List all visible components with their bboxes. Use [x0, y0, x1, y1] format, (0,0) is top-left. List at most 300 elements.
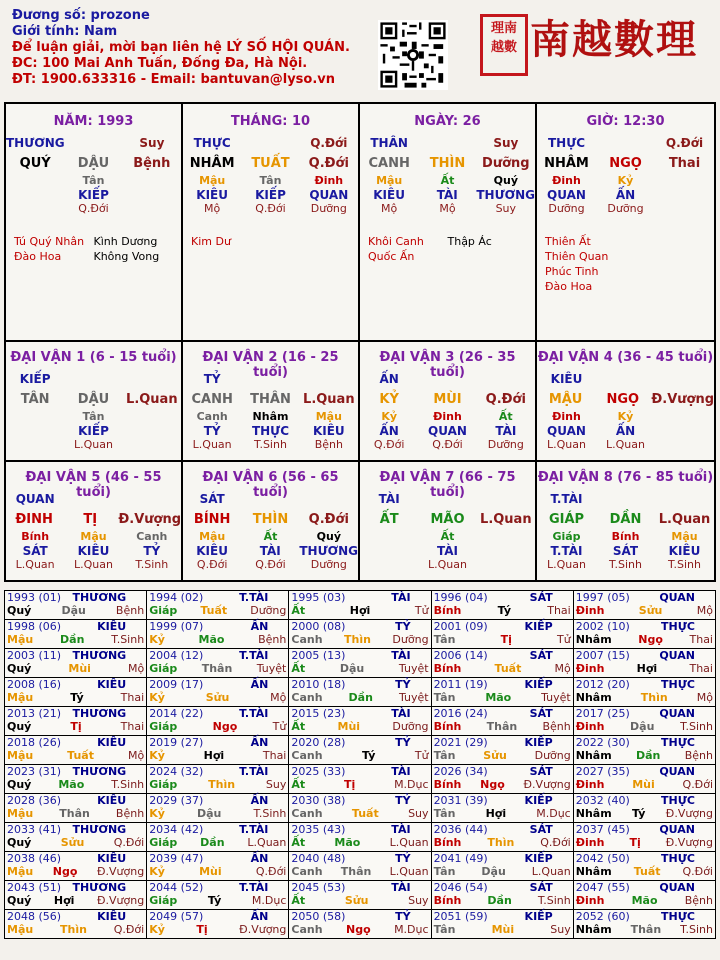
dai-van-stem-branch-row-item: TÂN [20, 392, 50, 407]
year-branch: Tuất [67, 749, 94, 762]
pillar-god-row [183, 136, 358, 152]
year-stem: Giáp [149, 662, 178, 675]
year-phase: Mộ [696, 691, 713, 704]
dai-van-god-row [6, 372, 181, 388]
year-phase: T.Sinh [111, 778, 145, 791]
hidden-god-row [537, 188, 714, 202]
year-god: T.TÀI [239, 649, 269, 662]
year-label: 2023 (31) [7, 765, 62, 778]
pillar-god-row [537, 136, 714, 152]
dai-van-cell [360, 460, 537, 580]
hidden-stem-row [360, 174, 535, 188]
year-cell [5, 620, 147, 649]
dai-van-title: ĐẠI VẬN 6 (56 - 65 tuổi) [202, 470, 339, 500]
year-cell [431, 823, 573, 852]
dv-hidden-god-row-item: KIÊU [77, 544, 110, 558]
pillar-stem-branch-row [6, 154, 181, 174]
year-stem: Nhâm [575, 691, 612, 704]
year-branch: Mão [198, 633, 225, 646]
hidden-stem-row-item: Tân [259, 174, 282, 187]
dv-hidden-god-row-item: QUAN [547, 424, 586, 438]
dv-hidden-god-row [537, 544, 714, 558]
year-cell [5, 881, 147, 910]
year-label: 2043 (51) [7, 881, 62, 894]
dai-van-title: ĐẠI VẬN 2 (16 - 25 tuổi) [202, 350, 339, 380]
hidden-phase-row [360, 202, 535, 216]
year-label: 2038 (46) [7, 852, 62, 865]
dai-van-stem-branch-row [183, 510, 358, 530]
year-branch: Tý [497, 604, 511, 617]
year-branch: Mùi [491, 923, 515, 936]
year-phase: Bệnh [684, 894, 713, 907]
dv-hidden-stem-row-item: Canh [196, 410, 228, 423]
year-cell [431, 852, 573, 881]
pillar-god-row-item: Q.Đới [310, 136, 348, 150]
dv-hidden-stem-row [537, 410, 714, 424]
owner-line: Đương số: prozone [12, 8, 150, 23]
dai-van-stem-branch-row [537, 390, 714, 410]
pillar-title: GIỜ: 12:30 [586, 114, 665, 129]
dv-hidden-phase-row-item: Dưỡng [310, 558, 347, 571]
year-stem: Mậu [7, 865, 34, 878]
dv-hidden-stem-row-item: Giáp [552, 530, 581, 543]
year-god: KIÊU [97, 678, 127, 691]
year-branch: Tị [629, 836, 641, 849]
dv-hidden-phase-row [183, 558, 358, 572]
dv-hidden-stem-row-item: Mậu [315, 410, 342, 423]
year-phase: Đ.Vượng [96, 865, 145, 878]
year-stem: Nhâm [575, 865, 612, 878]
year-cell [573, 707, 715, 736]
dv-hidden-phase-row-item: L.Quan [547, 438, 586, 451]
dv-hidden-stem-row-item: Mậu [199, 530, 226, 543]
year-cell [573, 765, 715, 794]
year-branch: Thân [59, 807, 90, 820]
year-stem: Tân [433, 691, 456, 704]
year-stem: Canh [291, 923, 323, 936]
star-name: Kình Dương [93, 235, 158, 248]
dv-hidden-phase-row [6, 438, 181, 452]
year-god: THƯƠNG [72, 881, 127, 894]
pillar-god-row-item: Suy [493, 136, 519, 150]
dv-hidden-god-row-item: TÀI [259, 544, 281, 558]
year-row [5, 823, 716, 852]
year-label: 2041 (49) [433, 852, 488, 865]
dv-hidden-god-row-item: THƯƠNG [299, 544, 359, 558]
dv-hidden-god-row-item: T.TÀI [550, 544, 583, 558]
year-phase: Đ.Vượng [665, 807, 713, 820]
year-god: THỰC [661, 736, 695, 749]
dv-hidden-stem-row-item: Đinh [433, 410, 462, 423]
year-cell [147, 881, 289, 910]
year-branch: Hợi [349, 604, 371, 617]
year-god: THƯƠNG [72, 823, 127, 836]
year-stem: Đinh [575, 894, 605, 907]
dv-hidden-god-row-item: TỶ [143, 544, 161, 558]
stars-list [537, 234, 714, 294]
year-branch: Sửu [60, 836, 85, 849]
phone-email-line: ĐT: 1900.633316 - Email: bantuvan@lyso.vn [12, 72, 336, 87]
year-cell [431, 678, 573, 707]
year-row [5, 707, 716, 736]
year-phase: T.Sinh [111, 633, 145, 646]
year-phase: L.Quan [531, 865, 571, 878]
year-branch: Sửu [483, 749, 507, 762]
year-god: T.TÀI [239, 765, 269, 778]
year-label: 2026 (34) [433, 765, 488, 778]
year-cell [5, 823, 147, 852]
hidden-stem-row-item: Kỷ [617, 174, 634, 187]
dv-hidden-stem-row-item: Kỷ [381, 410, 398, 423]
year-cell [147, 678, 289, 707]
dai-van-stem-branch-row-item: ĐINH [15, 512, 53, 527]
year-branch: Dậu [196, 807, 222, 820]
dai-van-god: KIÊU [550, 372, 583, 386]
year-cell [573, 678, 715, 707]
year-label: 2001 (09) [433, 620, 488, 633]
hidden-phase-row-item: Q.Đới [78, 202, 109, 215]
year-phase: Thai [120, 691, 145, 704]
year-god: SÁT [529, 823, 553, 836]
year-god: KIẾP [524, 620, 553, 633]
year-stem: Canh [291, 807, 323, 820]
year-god: SÁT [529, 649, 553, 662]
year-god: ẤN [250, 620, 269, 633]
year-row [5, 852, 716, 881]
year-label: 2031 (39) [433, 794, 488, 807]
year-branch: Tý [70, 691, 84, 704]
dv-hidden-stem-row-item: Nhâm [252, 410, 289, 423]
dai-van-god-row [183, 372, 358, 388]
dai-van-god: KIẾP [19, 372, 51, 386]
hidden-stem-row [537, 174, 714, 188]
dv-hidden-stem-row [537, 530, 714, 544]
dv-hidden-god-row [183, 424, 358, 438]
year-god: TÀI [391, 707, 411, 720]
dai-van-stem-branch-row-item: Q.Đới [308, 512, 349, 527]
dv-hidden-stem-row [6, 530, 181, 544]
year-stem: Tân [433, 807, 456, 820]
dv-hidden-phase-row [183, 438, 358, 452]
year-god: KIẾP [524, 794, 553, 807]
star-name: Thiên Quan [545, 250, 609, 263]
dai-van-stem-branch-row-item: MẬU [548, 392, 583, 407]
year-cell [573, 910, 715, 939]
year-god: THƯƠNG [72, 649, 127, 662]
year-stem: Kỷ [149, 865, 165, 878]
dv-hidden-phase-row-item: T.Sinh [254, 438, 287, 451]
gender-line: Giới tính: Nam [12, 24, 118, 39]
dai-van-title: ĐẠI VẬN 4 (36 - 45 tuổi) [537, 350, 714, 365]
year-branch: Dậu [61, 604, 86, 617]
year-stem: Mậu [7, 691, 34, 704]
dai-van-cell [6, 460, 183, 580]
year-cell [573, 881, 715, 910]
year-cell [147, 736, 289, 765]
dv-hidden-phase-row [6, 558, 181, 572]
year-stem: Bính [433, 662, 462, 675]
year-phase: Suy [408, 894, 429, 907]
year-stem: Nhâm [575, 923, 612, 936]
year-label: 2025 (33) [291, 765, 346, 778]
pillar-god-row-item: Suy [139, 136, 165, 150]
year-phase: Bệnh [684, 749, 713, 762]
year-god: KIÊU [97, 620, 127, 633]
year-phase: Mộ [127, 749, 145, 762]
year-cell [289, 881, 431, 910]
dv-hidden-stem-row-item: Kỷ [617, 410, 634, 423]
dai-van-stem-branch-row-item: Q.Đới [485, 392, 526, 407]
year-god: ẤN [250, 794, 269, 807]
dai-van-cell [537, 342, 714, 460]
dv-hidden-god-row-item: ẤN [379, 424, 399, 438]
year-cell [5, 678, 147, 707]
hidden-god-row [6, 188, 181, 202]
year-cell [289, 823, 431, 852]
dai-van-title: ĐẠI VẬN 7 (66 - 75 tuổi) [379, 470, 516, 500]
dv-hidden-god-row [6, 544, 181, 558]
dv-hidden-stem-row [183, 530, 358, 544]
year-branch: Tuất [633, 865, 661, 878]
year-label: 2029 (37) [149, 794, 204, 807]
year-phase: Đ.Vượng [239, 923, 287, 936]
pillar-stem-branch-row-item: NHÂM [189, 156, 235, 171]
year-label: 2012 (20) [575, 678, 630, 691]
year-phase: Mộ [127, 662, 145, 675]
year-cell [289, 910, 431, 939]
year-stem: Giáp [149, 894, 178, 907]
hidden-god-row-item: THƯƠNG [476, 188, 536, 202]
year-god: TÀI [391, 765, 411, 778]
year-phase: Dưỡng [534, 749, 571, 762]
dv-hidden-stem-row-item: Quý [316, 530, 341, 543]
dai-van-stem-branch-row [360, 390, 535, 410]
year-label: 2048 (56) [7, 910, 62, 923]
year-phase: Đ.Vượng [523, 778, 571, 791]
dv-hidden-phase-row-item: T.Sinh [135, 558, 169, 571]
pillar-cell [360, 104, 537, 340]
year-cell [5, 736, 147, 765]
dai-van-god-row [6, 492, 181, 508]
year-label: 2005 (13) [291, 649, 346, 662]
year-cell [289, 765, 431, 794]
year-phase: Bệnh [542, 720, 571, 733]
year-label: 2035 (43) [291, 823, 346, 836]
dai-van-stem-branch-row-item: Đ.Vượng [118, 512, 182, 527]
year-stem: Quý [7, 894, 32, 907]
year-cell [573, 852, 715, 881]
star-name: Đào Hoa [14, 250, 62, 263]
year-phase: T.Sinh [680, 720, 713, 733]
year-label: 2015 (23) [291, 707, 346, 720]
year-cell [5, 794, 147, 823]
dv-hidden-phase-row-item: T.Sinh [668, 558, 701, 571]
dai-van-stem-branch-row-item: TỊ [83, 512, 98, 527]
year-phase: Tử [414, 749, 429, 762]
dv-hidden-god-row-item: KIÊU [312, 424, 345, 438]
stars-list [183, 234, 358, 249]
year-phase: Tuyệt [541, 691, 571, 704]
dv-hidden-god-row-item: KIÊU [196, 544, 228, 558]
hidden-phase-row [6, 202, 181, 216]
dv-hidden-stem-row-item: Mậu [671, 530, 698, 543]
hidden-stem-row-item: Tân [82, 174, 105, 187]
year-stem: Giáp [149, 836, 178, 849]
year-branch: Tuất [200, 604, 228, 617]
year-label: 1999 (07) [149, 620, 204, 633]
dai-van-god: SÁT [199, 492, 225, 506]
year-god: THỰC [661, 852, 695, 865]
year-stem: Ất [291, 604, 306, 617]
hidden-stem-row-item: Ất [440, 174, 455, 187]
year-stem: Quý [7, 604, 32, 617]
dv-hidden-stem-row [6, 410, 181, 424]
year-label: 2014 (22) [149, 707, 204, 720]
year-phase: Tử [272, 720, 287, 733]
hidden-phase-row-item: Suy [495, 202, 517, 215]
year-label: 2017 (25) [575, 707, 630, 720]
year-label: 2018 (26) [7, 736, 62, 749]
year-god: TỶ [395, 910, 411, 923]
year-branch: Tị [70, 720, 82, 733]
year-label: 2028 (36) [7, 794, 62, 807]
year-stem: Nhâm [575, 633, 612, 646]
year-cell [289, 852, 431, 881]
year-stem: Quý [7, 836, 32, 849]
year-god: THỰC [661, 678, 695, 691]
year-branch: Mùi [68, 662, 91, 675]
dai-van-title: ĐẠI VẬN 1 (6 - 15 tuổi) [10, 350, 177, 365]
year-god: ẤN [250, 910, 269, 923]
year-label: 2020 (28) [291, 736, 346, 749]
hidden-stem-row-item: Mậu [376, 174, 403, 187]
dv-hidden-phase-row-item: T.Sinh [609, 558, 642, 571]
dai-van-god-row [537, 372, 714, 388]
hidden-stem-row [183, 174, 358, 188]
pillar-cell [537, 104, 714, 340]
year-phase: T.Sinh [253, 807, 287, 820]
dai-van-stem-branch-row-item: CANH [191, 392, 233, 407]
dai-van-stem-branch-row-item: L.Quan [126, 392, 178, 407]
year-branch: Sửu [344, 894, 369, 907]
year-phase: Suy [408, 807, 429, 820]
dai-van-god: TỶ [203, 372, 221, 386]
year-phase: Thai [262, 749, 287, 762]
year-phase: Thai [689, 633, 713, 646]
dai-van-row-1 [4, 342, 716, 462]
year-label: 2032 (40) [575, 794, 630, 807]
dai-van-stem-branch-row-item: BÍNH [193, 512, 231, 527]
year-row [5, 620, 716, 649]
year-stem: Quý [7, 778, 32, 791]
dv-hidden-god-row-item: TÀI [436, 544, 458, 558]
year-god: TÀI [391, 881, 411, 894]
year-branch: Thìn [208, 778, 236, 791]
dv-hidden-stem-row-item: Tân [82, 410, 105, 423]
year-branch: Thìn [59, 923, 87, 936]
dv-hidden-god-row-item: TÀI [495, 424, 517, 438]
year-branch: Mão [631, 894, 658, 907]
year-god: KIẾP [524, 736, 553, 749]
pillar-stem-branch-row [537, 154, 714, 174]
dv-hidden-god-row [360, 424, 535, 438]
dai-van-cell [6, 342, 183, 460]
year-label: 2006 (14) [433, 649, 488, 662]
hidden-god-row-item: KIẾP [255, 188, 286, 202]
year-branch: Tý [362, 749, 376, 762]
year-branch: Thìn [487, 836, 515, 849]
hidden-phase-row-item: Mộ [439, 202, 456, 215]
pillar-god-row [6, 136, 181, 152]
year-branch: Mùi [337, 720, 361, 733]
star-name: Khôi Canh [368, 235, 424, 248]
year-god: KIÊU [97, 794, 127, 807]
year-branch: Hợi [203, 749, 225, 762]
dv-hidden-phase-row [360, 438, 535, 452]
year-label: 2003 (11) [7, 649, 62, 662]
year-phase: Mộ [270, 691, 287, 704]
star-name: Quốc Ấn [368, 250, 415, 263]
year-stem: Bính [433, 604, 462, 617]
year-cell [573, 736, 715, 765]
year-god: ẤN [250, 736, 269, 749]
year-row [5, 794, 716, 823]
year-branch: Ngọ [212, 720, 238, 733]
year-god: ẤN [250, 852, 269, 865]
year-phase: T.Sinh [537, 894, 571, 907]
hidden-god-row [183, 188, 358, 202]
year-god: KIÊU [97, 736, 127, 749]
year-cell [289, 649, 431, 678]
year-branch: Ngọ [480, 778, 505, 791]
year-label: 2030 (38) [291, 794, 346, 807]
dv-hidden-stem-row-item: Bính [611, 530, 640, 543]
year-stem: Giáp [149, 604, 178, 617]
year-cell [147, 649, 289, 678]
year-cell [431, 881, 573, 910]
year-row [5, 678, 716, 707]
year-cell [289, 794, 431, 823]
year-label: 2002 (10) [575, 620, 630, 633]
qr-code-icon [378, 20, 448, 90]
dai-van-stem-branch-row [183, 390, 358, 410]
dv-hidden-stem-row [360, 410, 535, 424]
pillar-god-row-item: THỰC [547, 136, 586, 150]
dai-van-god-row [360, 372, 535, 388]
year-branch: Dần [636, 749, 661, 762]
year-stem: Bính [433, 720, 462, 733]
year-branch: Hợi [53, 894, 75, 907]
dai-van-stem-branch-row [537, 510, 714, 530]
year-stem: Canh [291, 691, 323, 704]
year-branch: Mão [334, 836, 361, 849]
dai-van-god: TÀI [378, 492, 400, 506]
year-label: 2022 (30) [575, 736, 630, 749]
year-cell [431, 591, 573, 620]
year-branch: Ngọ [52, 865, 78, 878]
pillar-god-row-item: THÂN [370, 136, 408, 150]
year-branch: Hợi [636, 662, 658, 675]
year-branch: Sửu [205, 691, 230, 704]
year-cell [5, 707, 147, 736]
pillar-stem-branch-row-item: Dưỡng [482, 156, 530, 171]
year-branch: Mão [485, 691, 512, 704]
year-stem: Ất [291, 662, 306, 675]
year-label: 2004 (12) [149, 649, 204, 662]
hidden-god-row-item: TÀI [436, 188, 458, 202]
dv-hidden-phase-row-item: L.Quan [74, 438, 113, 451]
year-label: 2037 (45) [575, 823, 630, 836]
